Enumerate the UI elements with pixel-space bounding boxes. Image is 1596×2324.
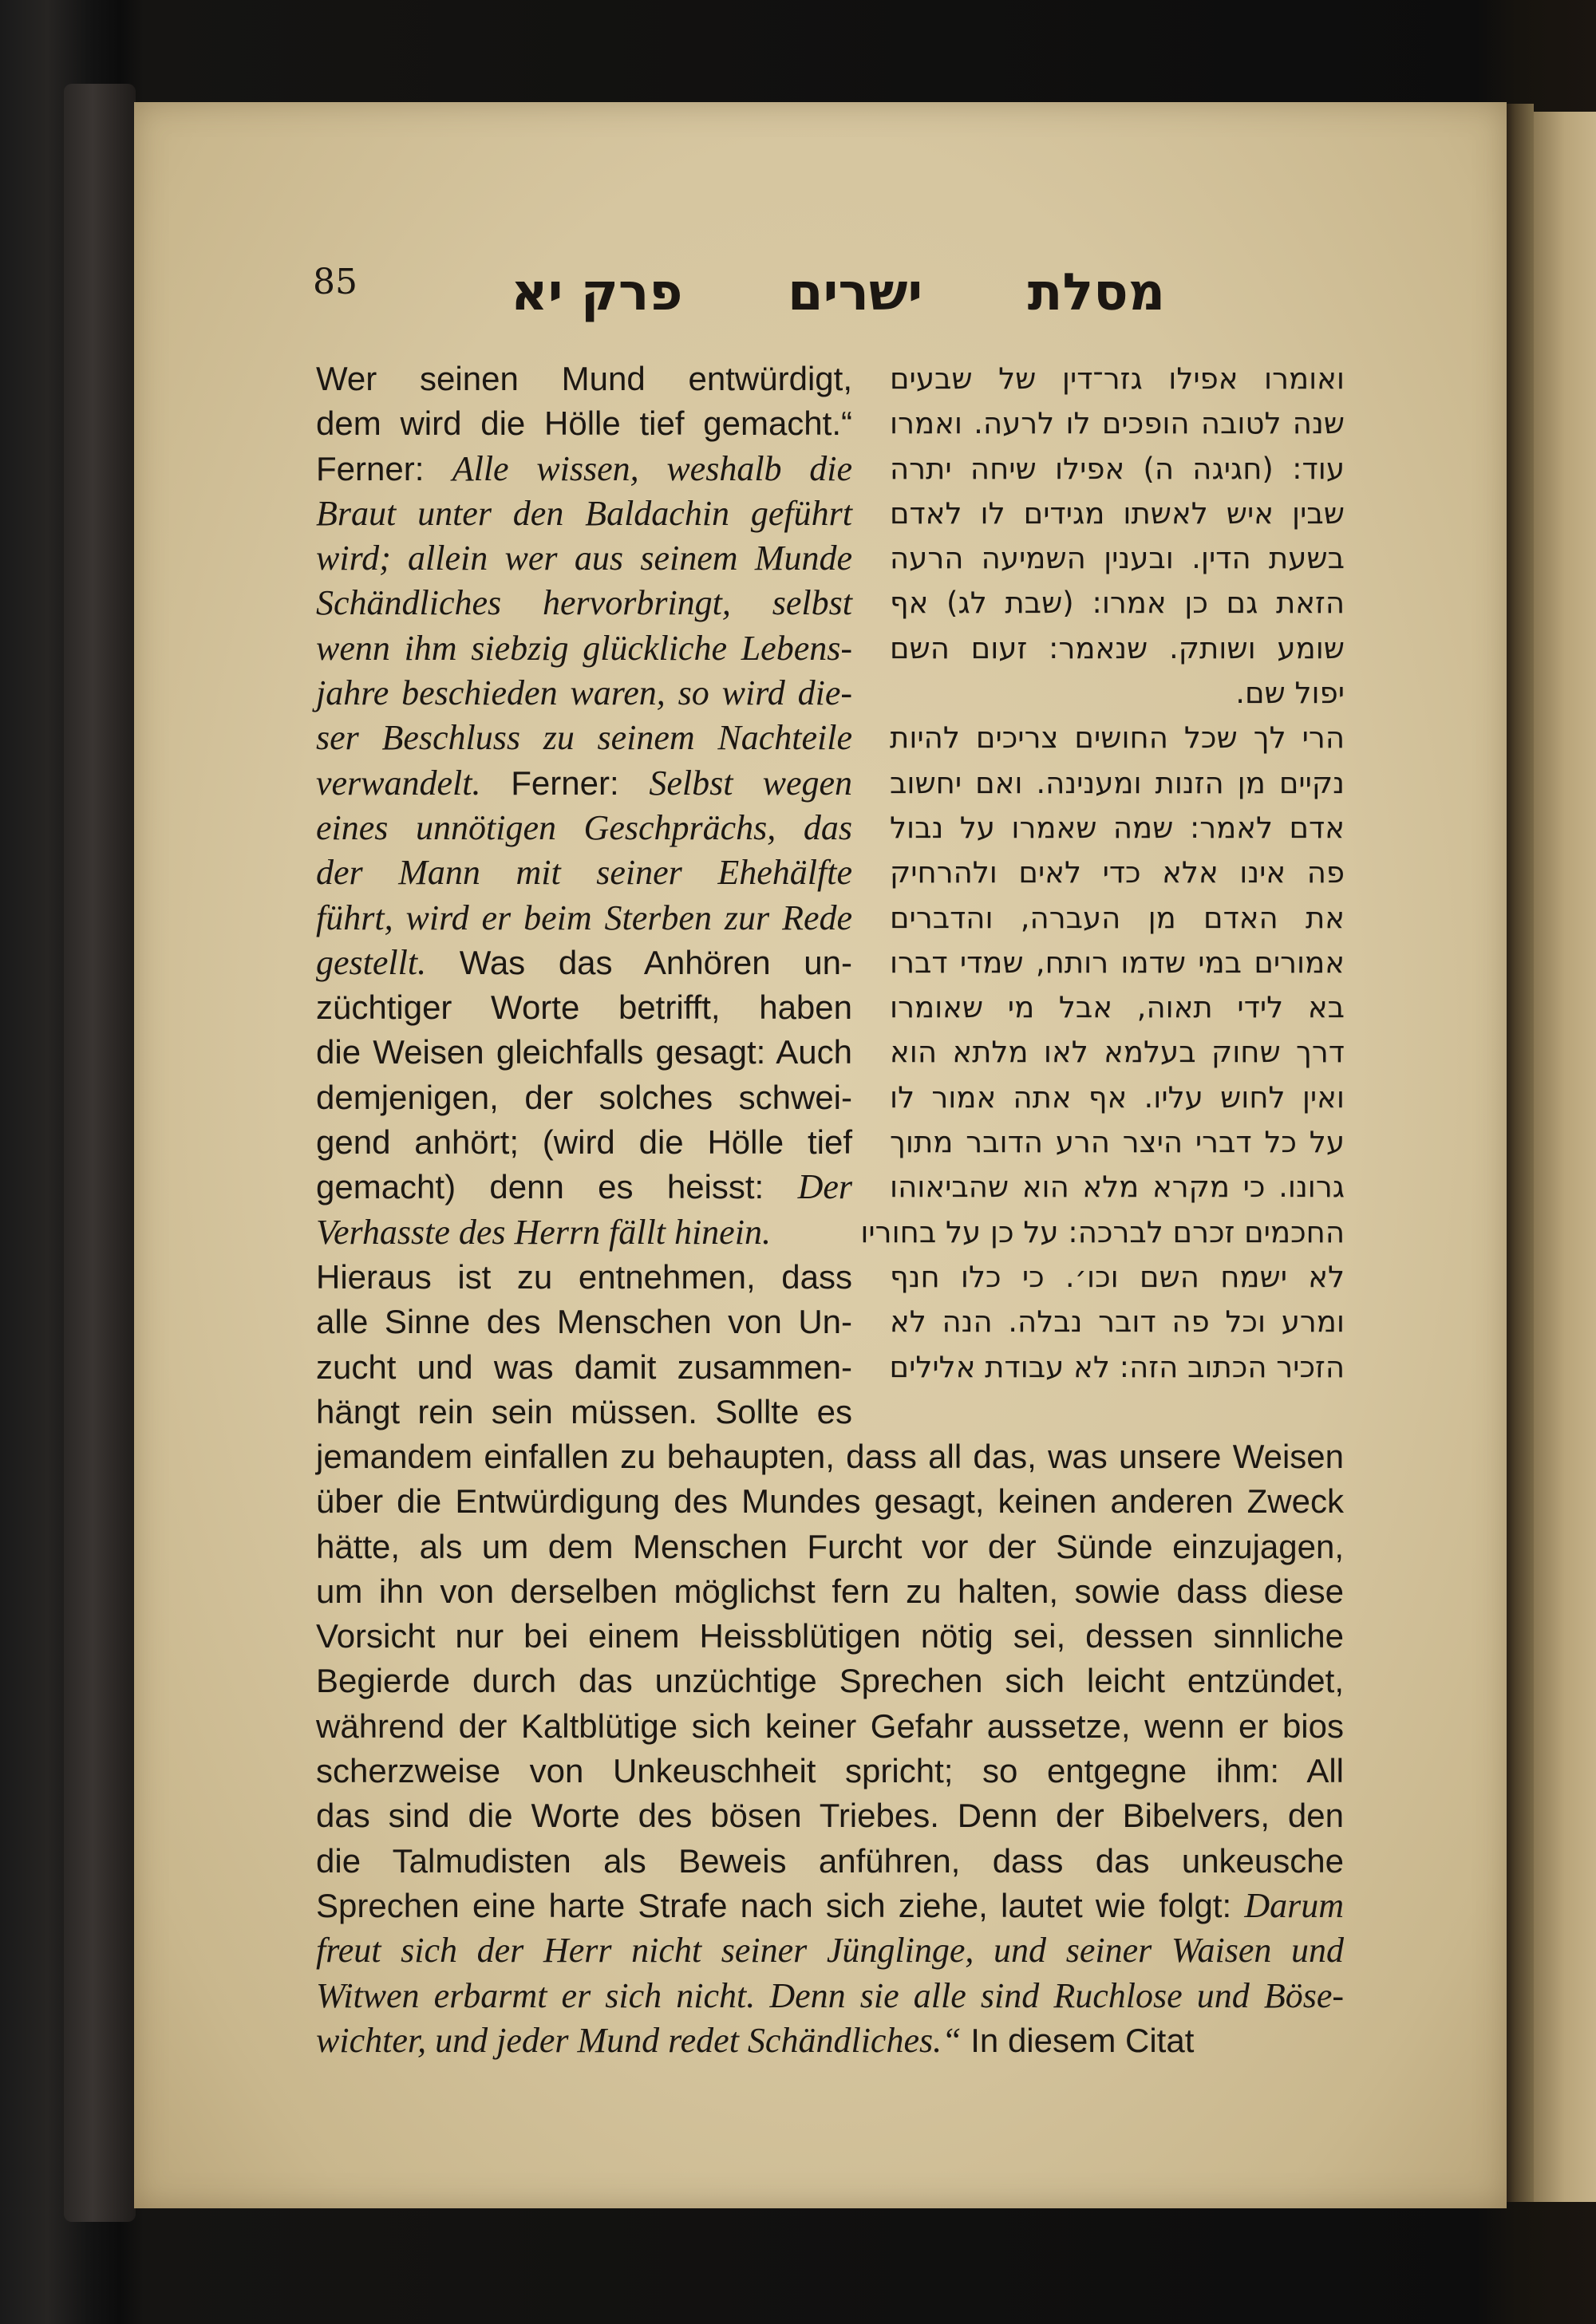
- text-line: [316, 806, 852, 850]
- text-run: demjenigen, der solches schwei-: [316, 1078, 852, 1116]
- facing-page-edge: [1534, 112, 1596, 2202]
- text-run: Wer seinen Mund entwürdigt,: [316, 360, 852, 397]
- italic-quotation: verwandelt.: [316, 763, 481, 803]
- text-line: [316, 1793, 1344, 1838]
- german-translation-column: [316, 357, 852, 1434]
- italic-quotation: Darum: [1244, 1885, 1344, 1925]
- text-line: [316, 1928, 1344, 1973]
- page-number: 85: [313, 262, 358, 302]
- text-run: die Weisen gleichfalls gesagt: Auch: [316, 1033, 852, 1071]
- text-run: Sprechen eine harte Strafe nach sich ziehe, lautet wie folgt:: [316, 1886, 1245, 1924]
- italic-quotation: Alle wissen, weshalb die: [452, 448, 852, 488]
- text-line: [316, 1434, 1344, 1479]
- book-binding: [64, 84, 136, 2222]
- text-run: gend anhört; (wird die Hölle tief: [316, 1123, 852, 1162]
- italic-quotation: gestellt.: [316, 942, 427, 982]
- text-run: hätte, als um dem Menschen Furcht vor der Sünde einzujagen,: [316, 1527, 1344, 1565]
- text-line: [316, 1839, 1344, 1884]
- italic-quotation: jahre beschieden waren, so wird die-: [316, 673, 852, 713]
- italic-quotation: freut sich der Herr nicht seiner Jünglinge, und seiner Waisen und: [316, 1931, 1344, 1971]
- hebrew-line: שומע ושותק. שנאמר: זעום השם: [890, 630, 1345, 665]
- running-head: [511, 263, 1165, 322]
- text-line: [316, 1659, 1344, 1703]
- text-line: [316, 1479, 1344, 1524]
- text-line: [316, 1569, 1344, 1614]
- text-line: [316, 491, 852, 536]
- hebrew-line: ואין לחוש עליו. אף אתה אמור לו: [890, 1079, 1345, 1115]
- text-line: [316, 1165, 852, 1209]
- running-head-chapter: פרק יא: [511, 263, 683, 322]
- text-run: Begierde durch das unzüchtige Sprechen sich leicht entzündet,: [316, 1662, 1344, 1700]
- hebrew-line: בא לידי תאוה, אבל מי שאומרו: [890, 990, 1345, 1025]
- italic-quotation: Witwen erbarmt er sich nicht. Denn sie alle sind Ruchlose und Böse-: [316, 1975, 1344, 2015]
- text-line: [316, 357, 852, 401]
- text-run: über die Entwürdigung des Mundes gesagt, keinen anderen Zweck: [316, 1482, 1344, 1521]
- text-line: [316, 1300, 852, 1344]
- text-run: um ihn von derselben möglichst fern zu halten, sowie dass diese: [316, 1572, 1344, 1610]
- italic-quotation: Braut unter den Baldachin geführt: [316, 493, 852, 533]
- hebrew-line: פה אינו אלא כדי לאים ולהרחיק: [890, 855, 1345, 890]
- italic-quotation: wenn ihm siebzig glückliche Lebens-: [316, 628, 852, 668]
- text-run: alle Sinne des Menschen von Un-: [316, 1303, 852, 1341]
- text-run: Was das Anhören un-: [426, 943, 852, 981]
- italic-quotation: Schändliches hervorbringt, selbst: [316, 583, 852, 623]
- text-run: die Talmudisten als Beweis anführen, dass das unkeusche: [316, 1841, 1344, 1880]
- hebrew-line: שבין איש לאשתו מגידים לו לאדם: [890, 495, 1345, 531]
- text-run: gemacht) denn es heisst:: [316, 1168, 798, 1206]
- text-run: jemandem einfallen zu behaupten, dass all das, was unsere Weisen: [316, 1438, 1344, 1475]
- hebrew-line: אמורים במי שדמו רותח, שמדי דברו: [890, 945, 1345, 980]
- text-line: [316, 1210, 852, 1255]
- text-line: [316, 2018, 1344, 2063]
- text-run: In diesem Citat: [961, 2021, 1195, 2059]
- text-run: Hieraus ist zu entnehmen, dass: [316, 1257, 852, 1296]
- text-line: [316, 761, 852, 806]
- text-run: züchtiger Worte betrifft, haben: [316, 988, 852, 1027]
- page-gutter: [1507, 104, 1534, 2202]
- text-line: [316, 1704, 1344, 1749]
- text-line: [316, 581, 852, 625]
- text-line: [316, 401, 852, 446]
- text-line: [316, 941, 852, 985]
- hebrew-line: בשעת הדין. ובענין השמיעה הרעה: [890, 541, 1345, 576]
- hebrew-line: ומרע וכל פה דובר נבלה. הנה לא: [890, 1304, 1345, 1340]
- text-run: Ferner:: [316, 449, 452, 487]
- text-run: dem wird die Hölle tief gemacht.“: [316, 404, 852, 443]
- hebrew-line: הזאת גם כן אמרו: (שבת לג) אף: [890, 586, 1345, 621]
- text-line: [316, 1030, 852, 1075]
- hebrew-line: ואומרו אפילו גזר־דין של שבעים: [890, 361, 1345, 396]
- italic-quotation: wichter, und jeder Mund redet Schändliches.“: [316, 2020, 962, 2060]
- hebrew-line: הרי לך שכל החושים צריכים להיות: [890, 720, 1345, 756]
- text-run: hängt rein sein müssen. Sollte es: [316, 1392, 852, 1430]
- italic-quotation: eines unnötigen Geschprächs, das: [316, 807, 852, 847]
- text-line: [316, 1345, 852, 1390]
- italic-quotation: Selbst wegen: [649, 763, 852, 803]
- text-line: [316, 1974, 1344, 2018]
- text-run: während der Kaltblütige sich keiner Gefahr aussetze, wenn er bios: [316, 1707, 1344, 1745]
- text-run: das sind die Worte des bösen Triebes. Denn der Bibelvers, den: [316, 1797, 1344, 1835]
- text-line: [316, 1390, 852, 1434]
- text-line: [316, 1614, 1344, 1659]
- text-line: [316, 1884, 1344, 1928]
- text-run: zucht und was damit zusammen-: [316, 1347, 852, 1386]
- hebrew-line: על כל דברי היצר הרע הדובר מתוך: [890, 1125, 1345, 1160]
- hebrew-line: דרך שחוק בעלמא לאו מלתא הוא: [890, 1035, 1345, 1070]
- hebrew-line: אדם לאמר: שמה שאמרו על נבול: [890, 810, 1345, 845]
- hebrew-line: נקיים מן הזנות ומענינה. ואם יחשוב: [890, 765, 1345, 800]
- hebrew-line: הזכיר הכתוב הזה: לא עבודת אלילים: [889, 1349, 1345, 1384]
- text-line: [316, 1255, 852, 1300]
- hebrew-line: גרונו. כי מקרא מלא הוא שהביאוהו: [890, 1170, 1345, 1205]
- german-full-width-text: [316, 1434, 1344, 2063]
- text-run: scherzweise von Unkeuschheit spricht; so entgegne ihm: All: [316, 1752, 1344, 1790]
- running-head-subtitle: ישרים: [787, 263, 923, 322]
- hebrew-line: לא ישמח השם וכו׳. כי כלו חנף: [890, 1259, 1345, 1294]
- text-line: [316, 1749, 1344, 1793]
- hebrew-line: עוד: (חגיגה ה) אפילו שיחה יתרה: [890, 451, 1345, 486]
- hebrew-text-column: [860, 357, 1345, 1390]
- text-line: [316, 850, 852, 895]
- italic-quotation: wird; allein wer aus seinem Munde: [316, 539, 852, 578]
- text-line: [316, 447, 852, 491]
- italic-quotation: Verhasste des Herrn fällt hinein.: [316, 1212, 771, 1252]
- italic-quotation: führt, wird er beim Sterben zur Rede: [316, 898, 852, 937]
- hebrew-line: החכמים זכרם לברכה: על כן על בחוריו: [860, 1214, 1345, 1249]
- hebrew-line: את האדם מן העברה, והדברים: [890, 900, 1345, 935]
- text-line: [316, 626, 852, 671]
- text-line: [316, 536, 852, 581]
- italic-quotation: der Mann mit seiner Ehehälfte: [316, 853, 852, 893]
- text-run: Ferner:: [480, 763, 650, 802]
- hebrew-line: יפול שם.: [1235, 676, 1345, 711]
- running-head-title: מסלת: [1027, 263, 1165, 322]
- text-line: [316, 671, 852, 716]
- text-line: [316, 716, 852, 760]
- text-line: [316, 896, 852, 941]
- text-line: [316, 985, 852, 1030]
- hebrew-line: שנה לטובה הופכים לו לרעה. ואמרו: [890, 406, 1345, 441]
- italic-quotation: Der: [797, 1167, 852, 1207]
- text-line: [316, 1075, 852, 1120]
- italic-quotation: ser Beschluss zu seinem Nachteile: [316, 718, 852, 758]
- text-line: [316, 1525, 1344, 1569]
- text-run: Vorsicht nur bei einem Heissblütigen nötig sei, dessen sinnliche: [316, 1617, 1344, 1655]
- text-line: [316, 1120, 852, 1165]
